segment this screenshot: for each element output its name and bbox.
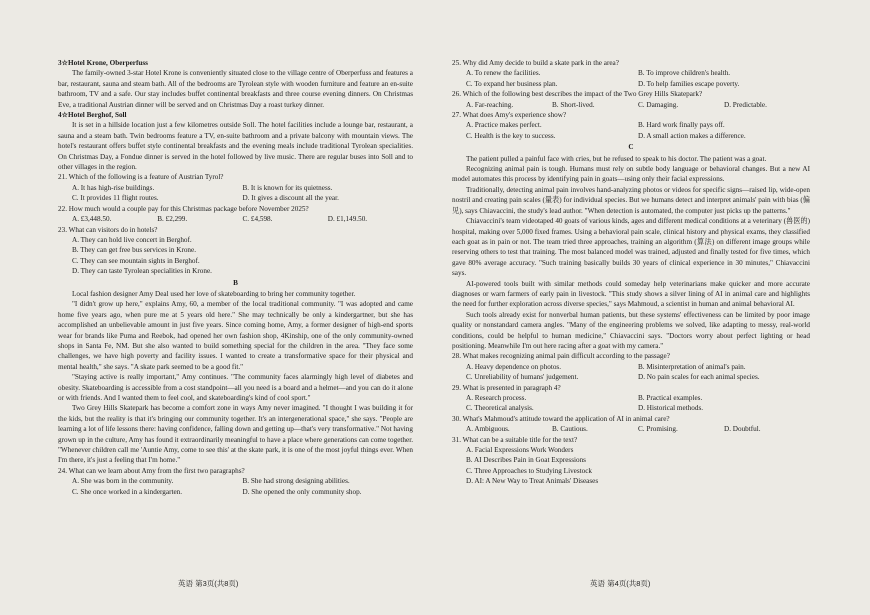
q25-option-c: C. To expand her business plan. (466, 79, 558, 88)
q24-option-b: B. She had strong designing abilities. (242, 477, 350, 486)
passage-c-paragraph-6: Such tools already exist for nonverbal human patients, but these systems' effectiveness can be limited by poor image quality or nonstandard camera angles. "Many of the engineering problems we solved, like adapting to messy, real-world conditions, could be helpful to human medicine," Chiavaccini says. "Doctors worry about perfect lighting or head positioning. Meanwhile I'm out here racing after a goat with my camera." (452, 310, 810, 350)
q29-option-c: C. Theoretical analysis. (466, 404, 534, 413)
q30-option-a: A. Ambiguous. (466, 425, 510, 434)
q23-stem: 23. What can visitors do in hotels? (58, 225, 158, 234)
q25-options (452, 68, 810, 89)
q30-stem: 30. What's Mahmoud's attitude toward the application of AI in animal care? (452, 414, 670, 423)
q21-stem: 21. Which of the following is a feature of Austrian Tyrol? (58, 173, 224, 182)
hotel-berghof-heading: 4☆Hotel Berghof, Soll (58, 111, 127, 120)
q26-option-a: A. Far-reaching. (466, 100, 514, 109)
q22-option-b: B. £2,299. (157, 215, 188, 224)
passage-b-paragraph-4: Two Grey Hills Skatepark has become a comfort zone in ways Amy never imagined. "I thought I was building it for the kids, but the reality is that it's bringing our community together. It's an intergenerational space," she says. "People are learning a lot of life lessons there: having confidence, falling down and getting up—that's very transformative." Not having grown up in the culture, Amy has found it extraordinarily meaningful to have a place where generations can come together. "Whenever children call me 'Auntie Amy, come to see this' at the skate park, it is one of the most joyful things ever. When I'm there, it's just a feeling that I'm home." (58, 404, 413, 465)
q29-options (452, 393, 810, 414)
passage-c-paragraph-2: Recognizing animal pain is tough. Humans must rely on subtle body language or behavioral changes. But a new AI model automates this process by identifying pain in goats—using only their facial expressions. (452, 165, 810, 184)
q31-option-d: D. AI: A New Way to Treat Animals' Diseases (466, 477, 599, 486)
q28-stem: 28. What makes recognizing animal pain difficult according to the passage? (452, 352, 670, 361)
q27-option-d: D. A small action makes a difference. (638, 131, 746, 140)
q22-option-d: D. £1,149.50. (327, 215, 368, 224)
q21-option-c: C. It provides 11 flight routes. (72, 194, 159, 203)
q28-options (452, 362, 810, 383)
q23-option-b: B. They can get free bus services in Krone. (72, 246, 197, 255)
q25-stem: 25. Why did Amy decide to build a skate park in the area? (452, 59, 619, 67)
section-c-label: C (628, 143, 634, 152)
q22-options (58, 214, 413, 224)
passage-c-paragraph-3: Traditionally, detecting animal pain involves hand-analyzing photos or videos for specific signs—raised lip, wide-open nostril and creating pain scales (量表) for individual species. But we humans detect and interpret animals' pain with bias (偏见), says Chiavaccini, the study's lead author. "When detection is automated, the computer just picks up the patterns." (452, 185, 810, 215)
q31-options (452, 445, 810, 487)
q26-option-b: B. Short-lived. (552, 100, 595, 109)
left-page-footer: 英语 第3页(共8页) (178, 579, 239, 588)
q26-option-d: D. Predictable. (724, 100, 767, 109)
passage-c-paragraph-1: The patient pulled a painful face with cries, but he refused to speak to his doctor. The patient was a goat. (466, 154, 767, 163)
q31-option-a: A. Facial Expressions Work Wonders (466, 446, 574, 455)
passage-b-paragraph-1: Local fashion designer Amy Deal used her love of skateboarding to bring her community together. (72, 289, 356, 298)
q24-option-a: A. She was born in the community. (72, 477, 174, 486)
left-page (58, 58, 413, 497)
q23-option-d: D. They can taste Tyrolean specialities in Krone. (72, 267, 212, 276)
q31-option-b: B. AI Describes Pain in Goat Expressions (466, 456, 586, 465)
q26-stem: 26. Which of the following best describes the impact of the Two Grey Hills Skatepark? (452, 90, 703, 99)
q25-option-d: D. To help families escape poverty. (638, 79, 740, 88)
right-page (452, 58, 810, 487)
q21-options (58, 183, 413, 204)
q21-option-a: A. It has high-rise buildings. (72, 183, 155, 192)
q24-stem: 24. What can we learn about Amy from the first two paragraphs? (58, 466, 245, 475)
q28-option-b: B. Misinterpretation of animal's pain. (638, 362, 746, 371)
passage-b-paragraph-2: "I didn't grow up here," explains Amy, 60, a member of the local traditional community. "I was adopted and came home five years ago, when pure me at 5 years old here." She may technically be only a kindergartner, but she has accomplished an unbelievable amount in just five years. Since coming home, Amy, a former designer of high-end sports wear for brands like Puma and Reebok, had opened her own fashion shop, 4Kinship, one of the only community-owned shops in Santa Fe, NM. But she also wanted to build something special for the children in the area. "They face some challenges, we have high poverty and facility issues. I wanted to create a transformative space for their physical and mental health," she says. "A skate park seemed to be a good fit." (58, 300, 413, 371)
hotel-berghof-text: It is set in a hillside location just a few kilometres outside Soll. The hotel facilities include a lounge bar, restaurant, a sauna and a steam bath. Twin bedrooms feature a TV, en-suite bathroom and a private balcony with mountain views. The hotel's restaurant offers buffet style continental breakfasts and the evening meals include traditional Tyrolean specialities. On Christmas Day, a Fondue dinner is served in the hotel followed by live music. There are regular buses into Soll and to other villages in the region. (58, 121, 413, 172)
section-b-label: B (233, 278, 238, 287)
q28-option-c: C. Unreliability of humans' judgement. (466, 373, 579, 382)
q30-option-b: B. Cautious. (552, 425, 588, 434)
q31-stem: 31. What can be a suitable title for the text? (452, 435, 578, 444)
q23-option-c: C. They can see mountain sights in Berghof. (72, 256, 200, 265)
passage-c-paragraph-5: AI-powered tools built with similar methods could someday help veterinarians make quicker and more accurate diagnoses or warn farmers of early pain in livestock. "This study shows a silver lining of AI in animal care and highlights the need for further exploration across diverse species," says Mahmoud, a scientist in human and animal behavioral AI. (452, 279, 810, 309)
hotel-krone-heading: 3☆Hotel Krone, Oberperfuss (58, 59, 148, 67)
q27-option-c: C. Health is the key to success. (466, 131, 556, 140)
q27-stem: 27. What does Amy's experience show? (452, 111, 567, 120)
q27-options (452, 120, 810, 141)
passage-b-paragraph-3: "Staying active is really important," Amy continues. "The community faces alarmingly high level of diabetes and obesity. Skateboarding is accessible from a cost standpoint—all you need is a board and a helmet—and you can do it alone or with friends. And I wanted them to feel cool, and skateboarding's kind of cool sport." (58, 373, 413, 402)
q27-option-a: A. Practice makes perfect. (466, 121, 542, 130)
q29-stem: 29. What is presented in paragraph 4? (452, 383, 561, 392)
q31-option-c: C. Three Approaches to Studying Livestock (466, 466, 593, 475)
q26-options (452, 100, 810, 110)
q26-option-c: C. Damaging. (638, 100, 679, 109)
q29-option-a: A. Research process. (466, 394, 527, 402)
hotel-krone-text: The family-owned 3-star Hotel Krone is conveniently situated close to the village centre of Oberperfuss and features a bar, restaurant, sauna and steam bath. All of the bedrooms are Tyrolean style with wooden furniture and feature an en-suite bathroom, TV and a safe. Our stay includes buffet continental breakfasts and three course evening dinners. On Christmas Eve, a traditional Austrian dinner will be served and on Christmas Day a roast turkey dinner. (58, 69, 413, 109)
q30-option-c: C. Promising. (638, 425, 678, 434)
passage-c-paragraph-4: Chiavaccini's team videotaped 40 goats of various kinds, ages and different medical conditions at a veterinary (兽医的) hospital, making over 5,000 fixed frames. Using a behavioral pain scale, clinical history and physical exams, they classified each goat as in pain or not. The team tried three approaches, training an algorithm (算法) on different image groups while reserving others to test that training. The most balanced model was trained, adjusted and finally tested for five times, which gave 80% average accuracy. "Such training basically builds 30 years of clinical experience in 30 minutes," Chiavaccini says. (452, 217, 810, 278)
q28-option-a: A. Heavy dependence on photos. (466, 362, 562, 371)
q30-option-d: D. Doubtful. (724, 425, 761, 434)
q21-option-b: B. It is known for its quietness. (242, 183, 333, 192)
q28-option-d: D. No pain scales for each animal species. (638, 373, 760, 382)
q22-option-c: C. £4,598. (242, 215, 273, 224)
q24-options (58, 476, 413, 497)
q21-option-d: D. It gives a discount all the year. (242, 194, 339, 203)
q29-option-d: D. Historical methods. (638, 404, 704, 413)
q22-option-a: A. £3,448.50. (72, 215, 112, 224)
q30-options (452, 424, 810, 434)
q25-option-a: A. To renew the facilities. (466, 69, 541, 78)
q29-option-b: B. Practical examples. (638, 394, 703, 402)
q24-option-d: D. She opened the only community shop. (242, 487, 362, 496)
q27-option-b: B. Hard work finally pays off. (638, 121, 725, 130)
right-page-footer: 英语 第4页(共8页) (590, 579, 651, 588)
q23-options (58, 235, 413, 277)
q25-option-b: B. To improve children's health. (638, 69, 731, 78)
q24-option-c: C. She once worked in a kindergarten. (72, 487, 183, 496)
q22-stem: 22. How much would a couple pay for this Christmas package before November 2025? (58, 204, 309, 213)
q23-option-a: A. They can hold live concert in Berghof. (72, 235, 192, 244)
